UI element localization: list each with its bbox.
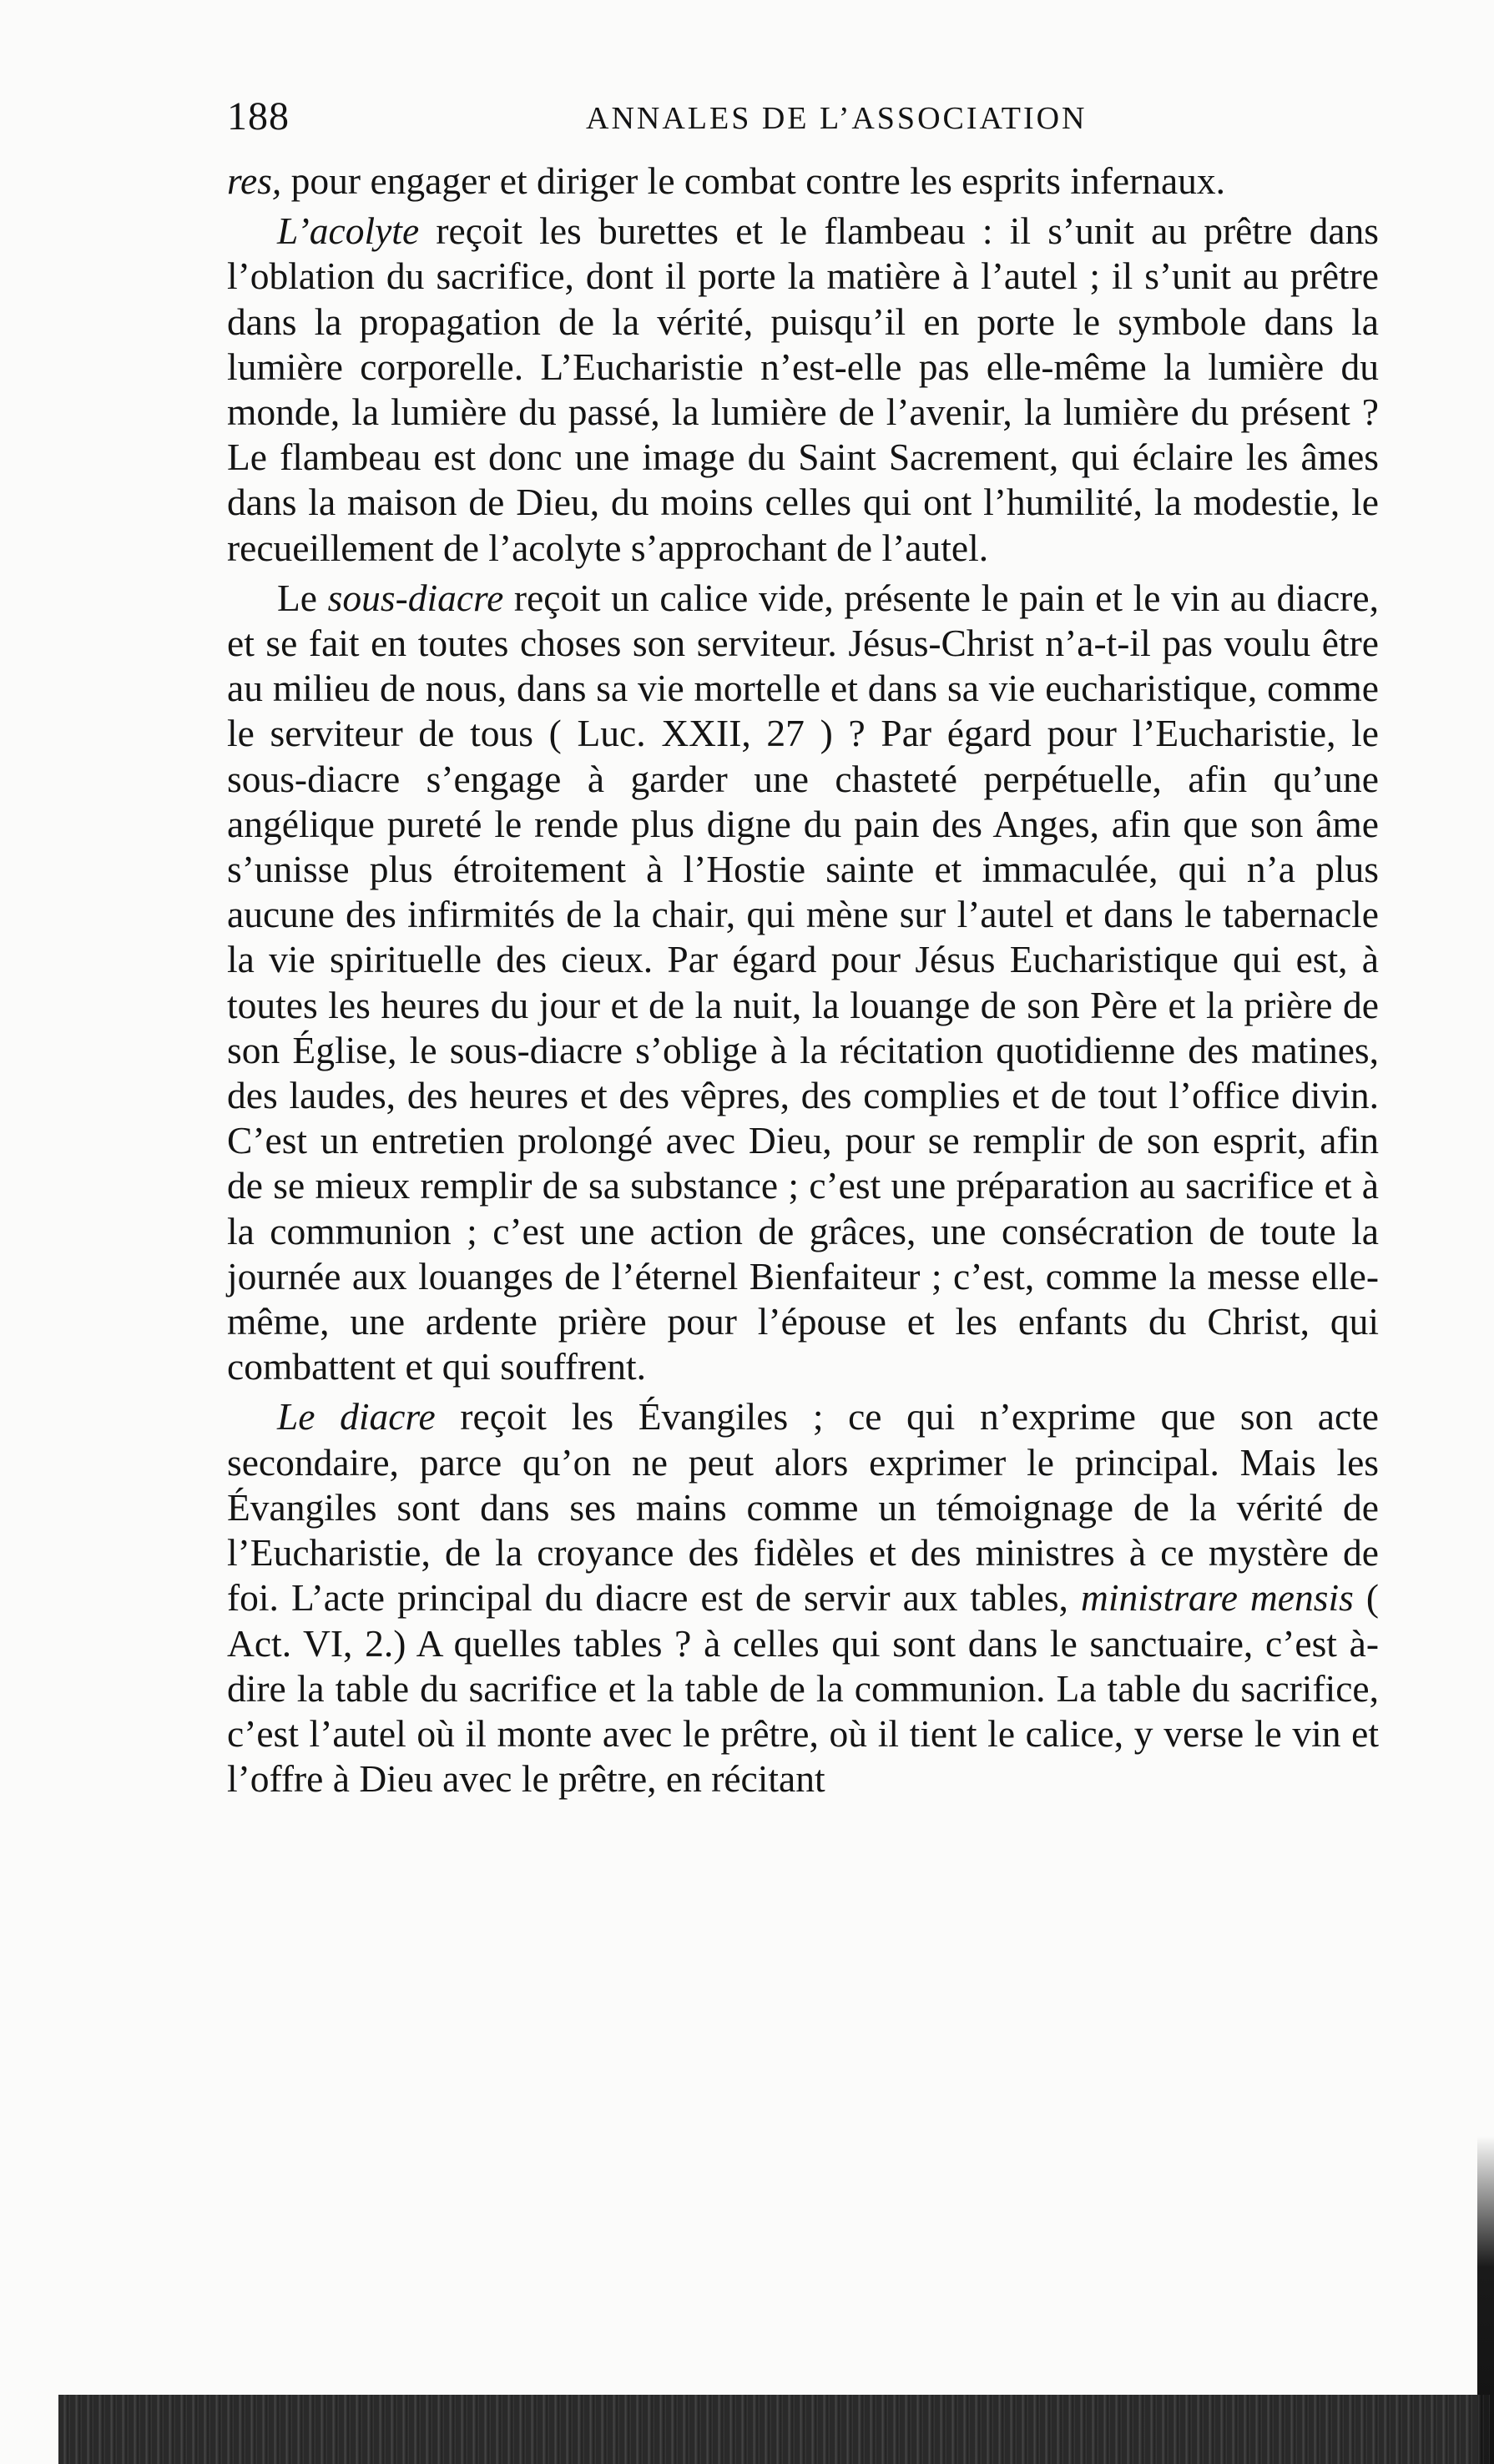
italic-term-diacre: Le diacre — [277, 1395, 436, 1439]
italic-term-acolyte: L’acolyte — [277, 209, 420, 253]
italic-fragment: res, — [227, 159, 282, 202]
paragraph-text: ( Act. VI, 2.) A quelles tables ? à celles qui sont dans le sanctuaire, c’est à-dire la table du sacrifice et la table de la communion. La table du sacrifice, c’est l’autel où il monte avec le prêtre, où il tient le calice, y verse le vin et l’offre à Dieu avec le prêtre, en récitant — [227, 1576, 1379, 1801]
paragraph-acolyte — [227, 209, 1379, 571]
paragraph-text: reçoit les burettes et le flambeau : il s’unit au prêtre dans l’oblation du sacrifice, dont il porte la matière à l’autel ; il s’unit au prêtre dans la propagation de la vérité, puisqu’il en porte le symbole dans la lumière corporelle. L’Eucharistie n’est-elle pas elle-même la lumière du monde, la lumière du passé, la lumière de l’avenir, la lumière du présent ? Le flambeau est donc une image du Saint Sacrement, qui éclaire les âmes dans la maison de Dieu, du moins celles qui ont l’humilité, la modestie, le recueillement de l’acolyte s’approchant de l’autel. — [227, 209, 1379, 569]
page-header — [227, 93, 1379, 144]
paragraph-text: reçoit un calice vide, présente le pain et le vin au diacre, et se fait en toutes choses son serviteur. Jésus-Christ n’a-t-il pas voulu être au milieu de nous, dans sa vie mortelle et dans sa vie eucharistique, comme le serviteur de tous ( Luc. XXII, 27 ) ? Par égard pour l’Eucharistie, le sous-diacre s’engage à garder une chasteté perpétuelle, afin qu’une angélique pureté le rende plus digne du pain des Anges, afin que son âme s’unisse plus étroitement à l’Hostie sainte et immaculée, qui n’a plus aucune des infirmités de la chair, qui mène sur l’autel et dans le tabernacle la vie spirituelle des cieux. Par égard pour Jésus Eucharistique qui est, à toutes les heures du jour et de la nuit, la louange de son Père et la prière de son Église, le sous-diacre s’oblige à la récitation quotidienne des matines, des laudes, des heures et des vêpres, des complies et de tout l’office divin. C’est un entretien prolongé avec Dieu, pour se remplir de son esprit, afin de se mieux remplir de sa substance ; c’est une préparation au sacrifice et à la communion ; c’est une action de grâces, une consécration de toute la journée aux louanges de l’éternel Bienfaiteur ; c’est, comme la messe elle-même, une ardente prière pour l’épouse et les enfants du Christ, qui combattent et qui souffrent. — [227, 576, 1379, 1388]
italic-quote-latin: ministrare mensis — [1080, 1576, 1354, 1620]
paragraph-text: pour engager et diriger le combat contre les esprits infernaux. — [281, 159, 1226, 202]
paragraph-diacre — [227, 1394, 1379, 1801]
body-text — [227, 159, 1379, 1801]
paragraph-text: reçoit les Évangiles ; ce qui n’exprime que son acte secondaire, parce qu’on ne peut alors exprimer le principal. Mais les Évangiles sont dans ses mains comme un témoignage de la vérité de l’Eucharistie, de la croyance des fidèles et des ministres à ce mystère de foi. L’acte principal du diacre est de servir aux tables, — [227, 1395, 1379, 1620]
italic-term-sous-diacre: sous-diacre — [327, 576, 504, 619]
paragraph-sous-diacre — [227, 576, 1379, 1390]
running-head: ANNALES DE L’ASSOCIATION — [586, 101, 1088, 136]
page-number: 188 — [227, 94, 290, 139]
paragraph-lead: Le — [277, 576, 328, 619]
paragraph-continuation — [227, 159, 1379, 204]
scan-bottom-bar — [58, 2395, 1490, 2464]
